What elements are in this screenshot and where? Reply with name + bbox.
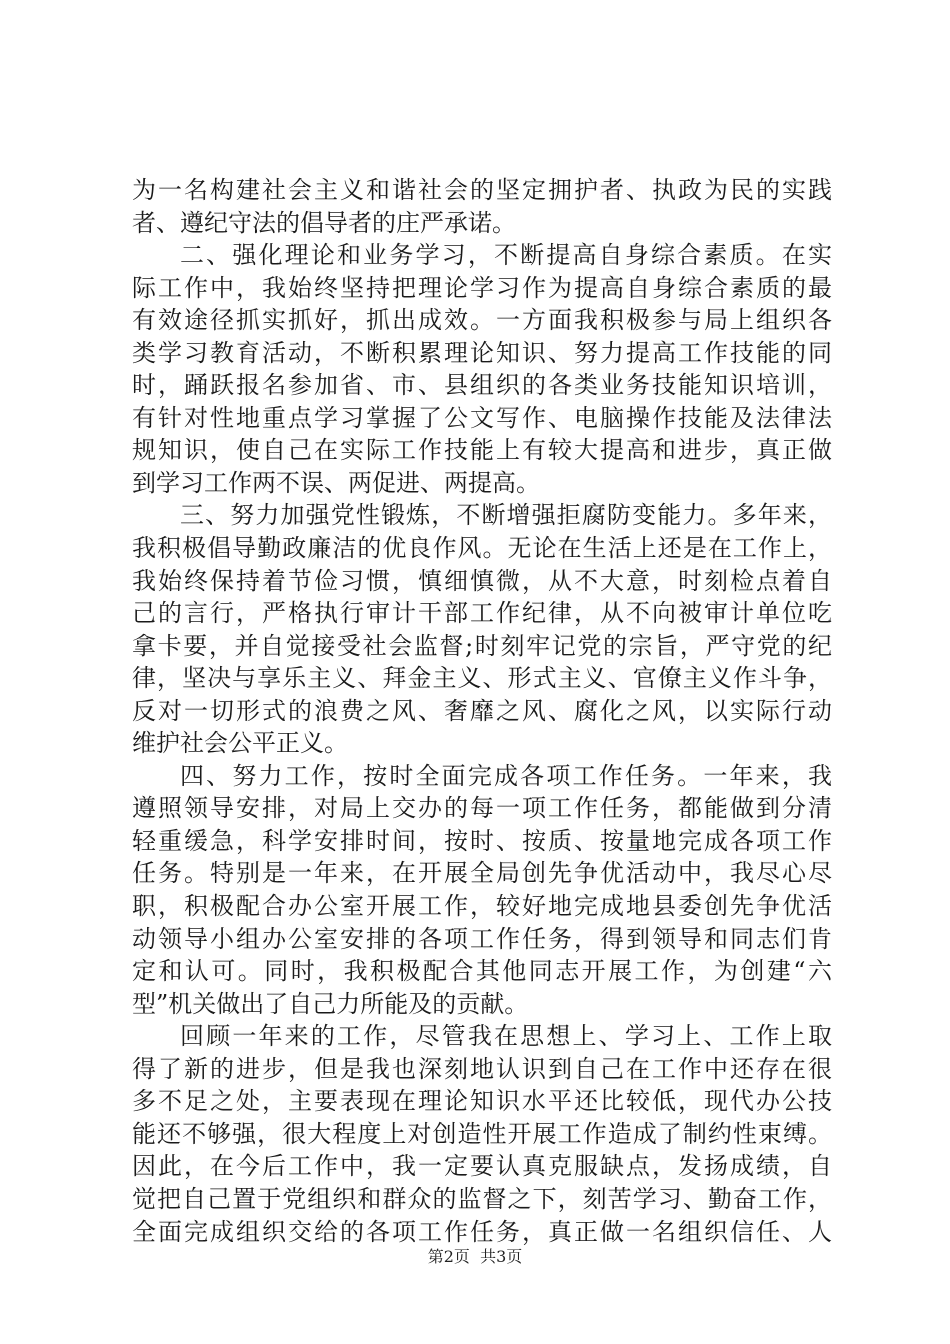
text-line: 律，坚决与享乐主义、拜金主义、形式主义、官僚主义作斗争， [132,664,832,693]
paragraph-start-line: 四、努力工作，按时全面完成各项工作任务。一年来，我 [180,761,832,790]
text-line: 全面完成组织交给的各项工作任务，真正做一名组织信任、人 [132,1217,832,1246]
document-body [132,174,832,1248]
text-line: 到学习工作两不误、两促进、两提高。 [132,468,540,497]
text-line: 定和认可。同时，我积极配合其他同志开展工作，为创建“六 [132,957,832,986]
text-line: 因此，在今后工作中，我一定要认真克服缺点，发扬成绩，自 [132,1152,832,1181]
text-line: 轻重缓急，科学安排时间，按时、按质、按量地完成各项工作 [132,826,832,855]
text-line: 为一名构建社会主义和谐社会的坚定拥护者、执政为民的实践 [132,176,832,204]
text-line: 规知识，使自己在实际工作技能上有较大提高和进步，真正做 [132,436,832,465]
paragraph-start-line: 回顾一年来的工作，尽管我在思想上、学习上、工作上取 [180,1022,832,1051]
text-line: 动领导小组办公室安排的各项工作任务，得到领导和同志们肯 [132,924,832,953]
text-line: 反对一切形式的浪费之风、奢靡之风、腐化之风，以实际行动 [132,696,832,725]
page-number-label: 第2页 共3页 [427,1247,523,1266]
text-line: 有效途径抓实抓好，抓出成效。一方面我积极参与局上组织各 [132,306,832,335]
text-line: 时，踊跃报名参加省、市、县组织的各类业务技能知识培训， [132,371,832,400]
text-line: 我积极倡导勤政廉洁的优良作风。无论在生活上还是在工作上， [132,534,832,563]
text-line: 维护社会公平正义。 [132,729,348,758]
text-line: 职，积极配合办公室开展工作，较好地完成地县委创先争优活 [132,892,832,921]
text-line: 我始终保持着节俭习惯，慎细慎微，从不大意，时刻检点着自 [132,566,832,595]
text-line: 得了新的进步，但是我也深刻地认识到自己在工作中还存在很 [132,1054,832,1083]
text-line: 型”机关做出了自己力所能及的贡献。 [132,989,529,1018]
text-line: 能还不够强，很大程度上对创造性开展工作造成了制约性束缚。 [132,1119,832,1148]
text-line: 遵照领导安排，对局上交办的每一项工作任务，都能做到分清 [132,794,832,823]
paragraph-start-line: 三、努力加强党性锻炼，不断增强拒腐防变能力。多年来， [180,501,832,530]
text-line: 类学习教育活动，不断积累理论知识、努力提高工作技能的同 [132,338,832,367]
text-line: 拿卡要，并自觉接受社会监督;时刻牢记党的宗旨，严守党的纪 [132,631,832,660]
page-footer [0,1247,950,1267]
text-line: 际工作中，我始终坚持把理论学习作为提高自身综合素质的最 [132,273,832,302]
text-line: 己的言行，严格执行审计干部工作纪律，从不向被审计单位吃 [132,599,832,628]
text-line: 有针对性地重点学习掌握了公文写作、电脑操作技能及法律法 [132,403,832,432]
paragraph-start-line: 二、强化理论和业务学习，不断提高自身综合素质。在实 [180,241,832,270]
text-line: 任务。特别是一年来，在开展全局创先争优活动中，我尽心尽 [132,859,832,888]
text-line: 觉把自己置于党组织和群众的监督之下，刻苦学习、勤奋工作， [132,1184,832,1213]
text-line: 多不足之处，主要表现在理论知识水平还比较低，现代办公技 [132,1087,832,1116]
text-line: 者、遵纪守法的倡导者的庄严承诺。 [132,208,516,237]
